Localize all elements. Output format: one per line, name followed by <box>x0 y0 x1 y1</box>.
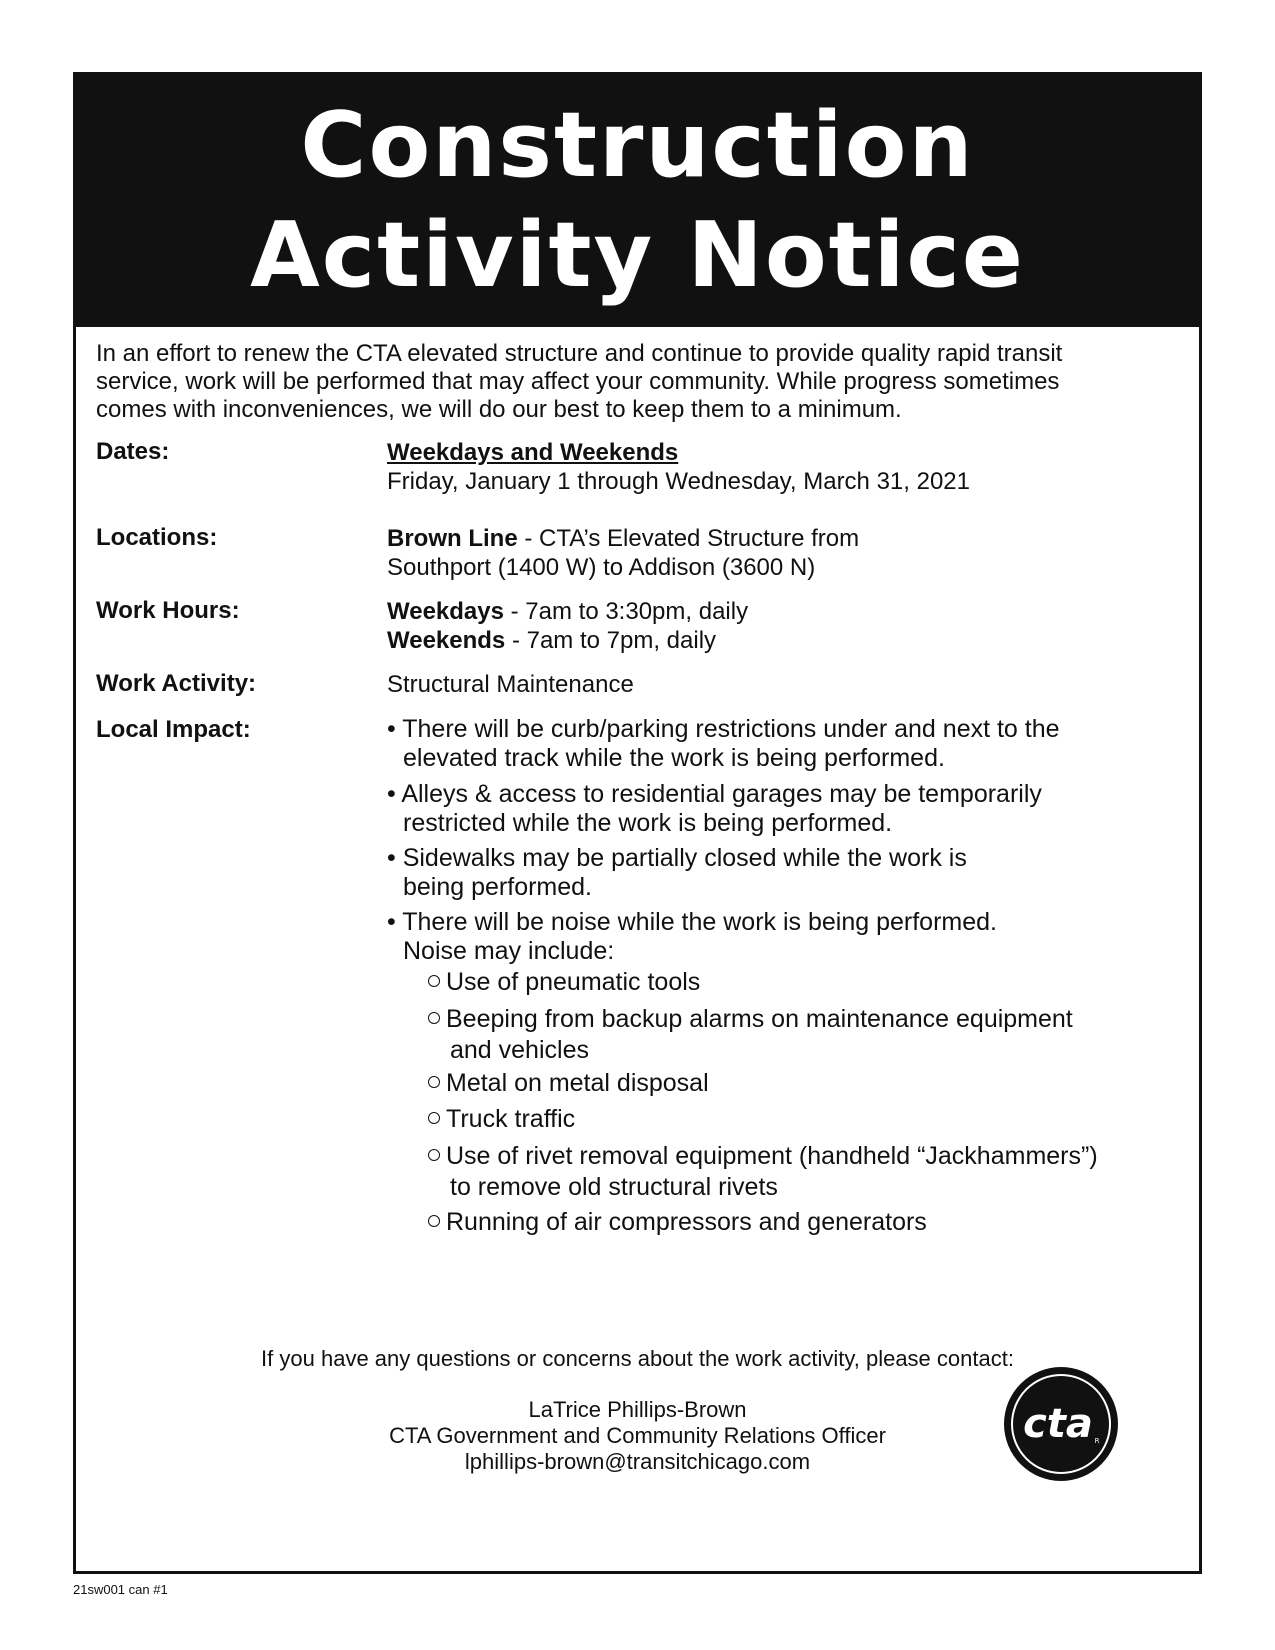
document-code: 21sw001 can #1 <box>73 1582 168 1597</box>
circle-bullet-icon <box>428 1112 440 1124</box>
dates-label: Dates: <box>96 438 170 465</box>
work-hours-value <box>387 597 748 655</box>
circle-bullet-icon <box>428 1076 440 1088</box>
noise-item <box>428 1068 1188 1099</box>
noise-item <box>428 967 1188 998</box>
circle-bullet-icon <box>428 975 440 987</box>
bullet-line: Noise may include: <box>403 937 615 965</box>
work-hours-label: Work Hours: <box>96 597 240 624</box>
noise-item <box>428 1207 1188 1238</box>
bullet-line: restricted while the work is being performed. <box>403 809 893 837</box>
local-impact-label: Local Impact: <box>96 716 251 743</box>
circle-bullet-icon <box>428 1215 440 1227</box>
bullet-line: • There will be noise while the work is being performed. <box>387 908 997 936</box>
bullet-line: • Alleys & access to residential garages may be temporarily <box>387 780 1042 808</box>
weekends-label: Weekends <box>387 627 506 654</box>
dates-heading: Weekdays and Weekends <box>387 439 679 466</box>
bullet-line: elevated track while the work is being performed. <box>403 744 945 772</box>
work-activity-value: Structural Maintenance <box>387 671 634 698</box>
noise-text: to remove old structural rivets <box>450 1173 778 1201</box>
contact-email: lphillips-brown@transitchicago.com <box>464 1449 811 1474</box>
title-banner <box>76 75 1199 327</box>
impact-bullet <box>387 844 1167 902</box>
dates-value <box>387 438 970 496</box>
dates-range: Friday, January 1 through Wednesday, March 31, 2021 <box>387 468 970 495</box>
cta-logo-icon <box>1002 1365 1120 1483</box>
weekdays-label: Weekdays <box>387 598 504 625</box>
noise-text: Metal on metal disposal <box>446 1069 709 1097</box>
weekdays-hours: - 7am to 3:30pm, daily <box>503 598 749 625</box>
noise-text: Use of pneumatic tools <box>446 968 701 996</box>
notice-frame <box>73 72 1202 1574</box>
impact-bullet <box>387 908 1167 966</box>
weekends-hours: - 7am to 7pm, daily <box>505 627 717 654</box>
noise-text: Truck traffic <box>446 1105 576 1133</box>
logo-registered-mark: R <box>1094 1437 1100 1445</box>
bullet-line: being performed. <box>403 873 593 901</box>
intro-paragraph <box>96 340 1156 424</box>
noise-text: Running of air compressors and generators <box>446 1208 927 1236</box>
intro-line: comes with inconveniences, we will do our best to keep them to a minimum. <box>96 396 902 423</box>
impact-bullet <box>387 780 1167 838</box>
circle-bullet-icon <box>428 1012 440 1024</box>
locations-label: Locations: <box>96 524 218 551</box>
location-range: Southport (1400 W) to Addison (3600 N) <box>387 554 816 581</box>
location-text: - CTA’s Elevated Structure from <box>517 525 860 552</box>
noise-text: Use of rivet removal equipment (handheld “Jackhammers”) <box>446 1142 1098 1170</box>
noise-item <box>428 1004 1188 1066</box>
impact-bullet <box>387 715 1167 773</box>
logo-text: cta <box>1023 1401 1093 1447</box>
work-activity-label: Work Activity: <box>96 670 257 697</box>
title-line-2: Activity Notice <box>250 203 1025 308</box>
title-line-1: Construction <box>300 93 975 198</box>
noise-item <box>428 1141 1188 1203</box>
noise-item <box>428 1104 1188 1135</box>
locations-value <box>387 524 859 582</box>
bullet-line: • Sidewalks may be partially closed while the work is <box>387 844 967 872</box>
noise-text: Beeping from backup alarms on maintenance equipment <box>446 1005 1073 1033</box>
noise-text: and vehicles <box>450 1036 589 1064</box>
contact-name: LaTrice Phillips-Brown <box>528 1397 747 1422</box>
intro-line: service, work will be performed that may affect your community. While progress sometimes <box>96 368 1060 395</box>
intro-line: In an effort to renew the CTA elevated structure and continue to provide quality rapid transit <box>96 340 1063 367</box>
line-name: Brown Line <box>387 525 518 552</box>
contact-prompt: If you have any questions or concerns about the work activity, please contact: <box>261 1346 1014 1371</box>
bullet-line: • There will be curb/parking restrictions under and next to the <box>387 715 1060 743</box>
contact-title: CTA Government and Community Relations Officer <box>389 1423 886 1448</box>
circle-bullet-icon <box>428 1149 440 1161</box>
